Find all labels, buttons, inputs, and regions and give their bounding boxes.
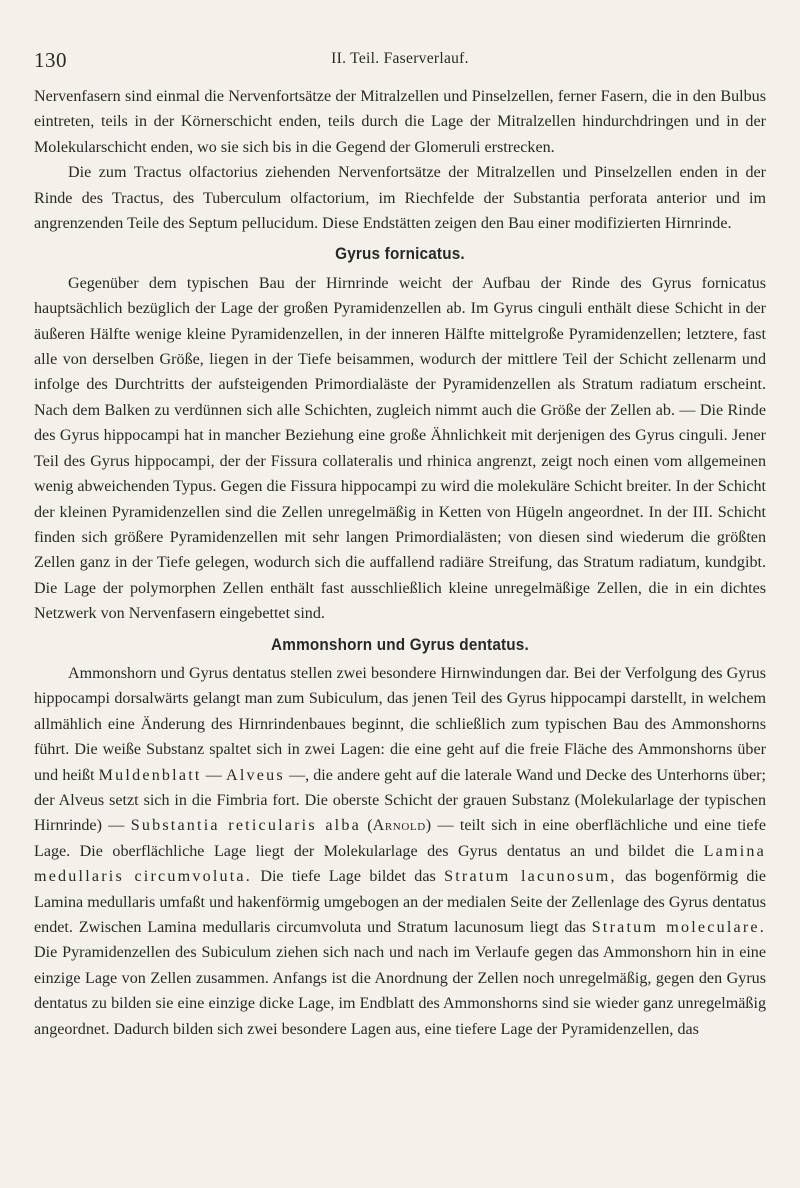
author-arnold: Arnold	[372, 817, 426, 835]
page-number: 130	[34, 48, 67, 72]
page-header	[34, 44, 766, 74]
text-run: das bogenförmig die Lamina medullaris umfaßt und hakenförmig umgebogen an der medialen Seite der Zellenlage des Gyrus dentatus endet. Zwischen Lamina medullaris circumvoluta und Stratum lacunosum liegt das	[34, 868, 766, 936]
text-run: —	[201, 766, 226, 784]
text-run: Die Pyramidenzellen des Subiculum ziehen sich nach und nach im Verlaufe gegen das Ammonshorn hin in eine einzige Lage von Zellen zusammen. Anfangs ist die Anordnung der Zellen noch unregelmäßig, gegen den Gyrus dentatus zu bilden sie eine einzige dicke Lage, im Endblatt des Ammonshorns sind sie wieder ganz unregelmäßig angeordnet. Dadurch bilden sich zwei besondere Lagen aus, eine tiefere Lage der Pyramidenzellen, das	[34, 944, 766, 1038]
text-run: Ammonshorn und Gyrus dentatus stellen zwei besondere Hirnwindungen dar. Bei der Verfolgung des Gyrus hippocampi dorsalwärts gelangt man zum Subiculum, das jenen Teil des Gyrus hippocampi darstellt, in welchem allmählich eine Änderung des Hirnrindenbaues beginnt, die schließlich zum typischen Bau des Ammonshorns führt. Die weiße Substanz spaltet sich in zwei Lagen: die eine geht auf die freie Fläche des Ammonshorns über und heißt	[34, 664, 766, 784]
term-substantia-reticularis: Substantia reticularis alba	[130, 817, 361, 835]
text-run: —, die andere geht auf die laterale Wand und Decke des Unterhorns über; der Alveus setzt sich in die Fimbria fort. Die oberste Schicht der grauen Substanz (Molekularlage der typischen Hirnrinde) —	[34, 766, 767, 835]
running-head: II. Teil. Faserverlauf.	[331, 50, 469, 67]
term-lamina-medullaris: Lamina medullaris circumvoluta.	[34, 842, 766, 886]
term-alveus: Alveus	[226, 766, 285, 784]
term-stratum-moleculare: Stratum moleculare.	[591, 919, 766, 936]
body-text	[34, 84, 766, 1042]
paragraph-3: Gegenüber dem typischen Bau der Hirnrinde weicht der Aufbau der Rinde des Gyrus fornicatus hauptsächlich bezüglich der Lage der großen Pyramidenzellen ab. Im Gyrus cinguli enthält diese Schicht in der äußeren Hälfte wenige kleine Pyramidenzellen, in der inneren Hälfte mittelgroße Pyramidenzellen; letztere, fast alle von derselben Größe, liegen in der Tiefe beisammen, wodurch der mittlere Teil der Schicht zellenarm und infolge des Durchtritts der aufsteigenden Primordialäste der Pyramidenzellen als Stratum radiatum erscheint. Nach dem Balken zu verdünnen sich alle Schichten, zugleich nimmt auch die Größe der Zellen ab. — Die Rinde des Gyrus hippocampi hat in mancher Beziehung eine große Ähnlichkeit mit derjenigen des Gyrus cinguli. Jener Teil des Gyrus hippocampi, der der Fissura collateralis und rhinica angrenzt, zeigt noch einen vom allgemeinen wenig abweichenden Typus. Gegen die Fissura hippocampi zu wird die molekuläre Schicht breiter. In der Schicht der kleinen Pyramidenzellen sind die Zellen unregelmäßig in Ketten von Hügeln angeordnet. In der III. Schicht finden sich größere Pyramidenzellen mit sehr langen Primordialästen; von diesen sind wiederum die größten Zellen ganz in der Tiefe gelegen, wodurch sich die auffallend radiäre Streifung, das Stratum radiatum, kundgibt. Die Lage der polymorphen Zellen enthält fast ausschließlich kleine unregelmäßige Zellen, die in ein dichtes Netzwerk von Nervenfasern eingebettet sind.	[34, 274, 766, 623]
section-heading-ammonshorn: Ammonshorn und Gyrus dentatus.	[271, 634, 529, 654]
text-run: ) — teilt sich in eine oberflächliche und eine tiefe Lage. Die oberflächliche Lage liegt der Molekularlage des Gyrus dentatus an und bildet die	[34, 817, 766, 860]
term-stratum-lacunosum: Stratum lacunosum,	[444, 868, 617, 886]
paragraph-1: Nervenfasern sind einmal die Nervenfortsätze der Mitralzellen und Pinselzellen, ferner Fasern, die in den Bulbus eintreten, teils in der Körnerschicht enden, teils durch die Lage der Mitralzellen hindurchdringen und in der Molekularschicht enden, wo sie sich bis in die Gegend der Glomeruli erstrecken.	[34, 88, 766, 156]
section-heading-gyrus-fornicatus: Gyrus fornicatus.	[335, 244, 465, 264]
paragraph-2: Die zum Tractus olfactorius ziehenden Nervenfortsätze der Mitralzellen und Pinselzellen enden in der Rinde des Tractus, des Tuberculum olfactorium, im Riechfelde der Substantia perforata anterior und im angrenzenden Teile des Septum pellucidum. Diese Endstätten zeigen den Bau einer modifizierten Hirnrinde.	[34, 164, 766, 233]
text-run: Die tiefe Lage bildet das	[252, 868, 445, 886]
paragraph-4	[34, 661, 766, 1042]
text-run: (	[360, 817, 373, 835]
term-muldenblatt: Muldenblatt	[98, 766, 202, 784]
